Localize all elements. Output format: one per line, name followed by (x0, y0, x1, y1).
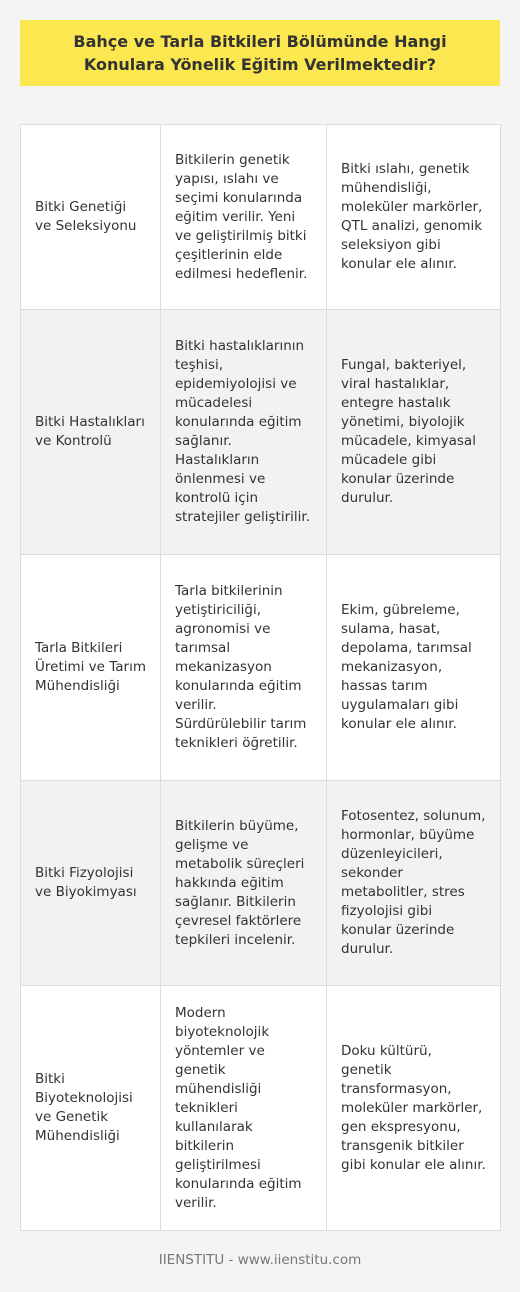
subjects-cell: Bitki ıslahı, genetik mühendisliği, moleküler markörler, QTL analizi, genomik seleksiyon gibi konular ele alınır. (327, 125, 501, 310)
table-row (21, 310, 501, 555)
subjects-cell: Fotosentez, solunum, hormonlar, büyüme düzenleyicileri, sekonder metabolitler, stres fizyolojisi gibi konular üzerinde durulur. (327, 781, 501, 986)
topic-cell: Bitki Genetiği ve Seleksiyonu (21, 125, 161, 310)
table-row (21, 986, 501, 1231)
footer-credit: IIENSTITU - www.iienstitu.com (158, 1252, 362, 1268)
table-row (21, 125, 501, 310)
topic-cell: Tarla Bitkileri Üretimi ve Tarım Mühendisliği (21, 555, 161, 781)
subjects-cell: Ekim, gübreleme, sulama, hasat, depolama, tarımsal mekanizasyon, hassas tarım uygulamaları gibi konular ele alınır. (327, 555, 501, 781)
description-cell: Bitki hastalıklarının teşhisi, epidemiyolojisi ve mücadelesi konularında eğitim sağlanır. Hastalıkların önlenmesi ve kontrolü için stratejiler geliştirilir. (161, 310, 327, 555)
subjects-cell: Doku kültürü, genetik transformasyon, moleküler markörler, gen ekspresyonu, transgenik bitkiler gibi konular ele alınır. (327, 986, 501, 1231)
training-topics-table (20, 124, 501, 1231)
subjects-cell: Fungal, bakteriyel, viral hastalıklar, entegre hastalık yönetimi, biyolojik mücadele, kimyasal mücadele gibi konular üzerinde durulur. (327, 310, 501, 555)
title-banner (20, 20, 500, 86)
description-cell: Tarla bitkilerinin yetiştiriciliği, agronomisi ve tarımsal mekanizasyon konularında eğitim verilir. Sürdürülebilir tarım teknikleri öğretilir. (161, 555, 327, 781)
topic-cell: Bitki Hastalıkları ve Kontrolü (21, 310, 161, 555)
topic-cell: Bitki Biyoteknolojisi ve Genetik Mühendisliği (21, 986, 161, 1231)
description-cell: Bitkilerin genetik yapısı, ıslahı ve seçimi konularında eğitim verilir. Yeni ve geliştirilmiş bitki çeşitlerinin elde edilmesi hedeflenir. (161, 125, 327, 310)
description-cell: Modern biyoteknolojik yöntemler ve genetik mühendisliği teknikleri kullanılarak bitkilerin geliştirilmesi konularında eğitim verilir. (161, 986, 327, 1231)
page-title: Bahçe ve Tarla Bitkileri Bölümünde Hangi Konulara Yönelik Eğitim Verilmektedir? (73, 32, 447, 74)
topic-cell: Bitki Fizyolojisi ve Biyokimyası (21, 781, 161, 986)
description-cell: Bitkilerin büyüme, gelişme ve metabolik süreçleri hakkında eğitim sağlanır. Bitkilerin çevresel faktörlere tepkileri incelenir. (161, 781, 327, 986)
table-row (21, 781, 501, 986)
table-row (21, 555, 501, 781)
